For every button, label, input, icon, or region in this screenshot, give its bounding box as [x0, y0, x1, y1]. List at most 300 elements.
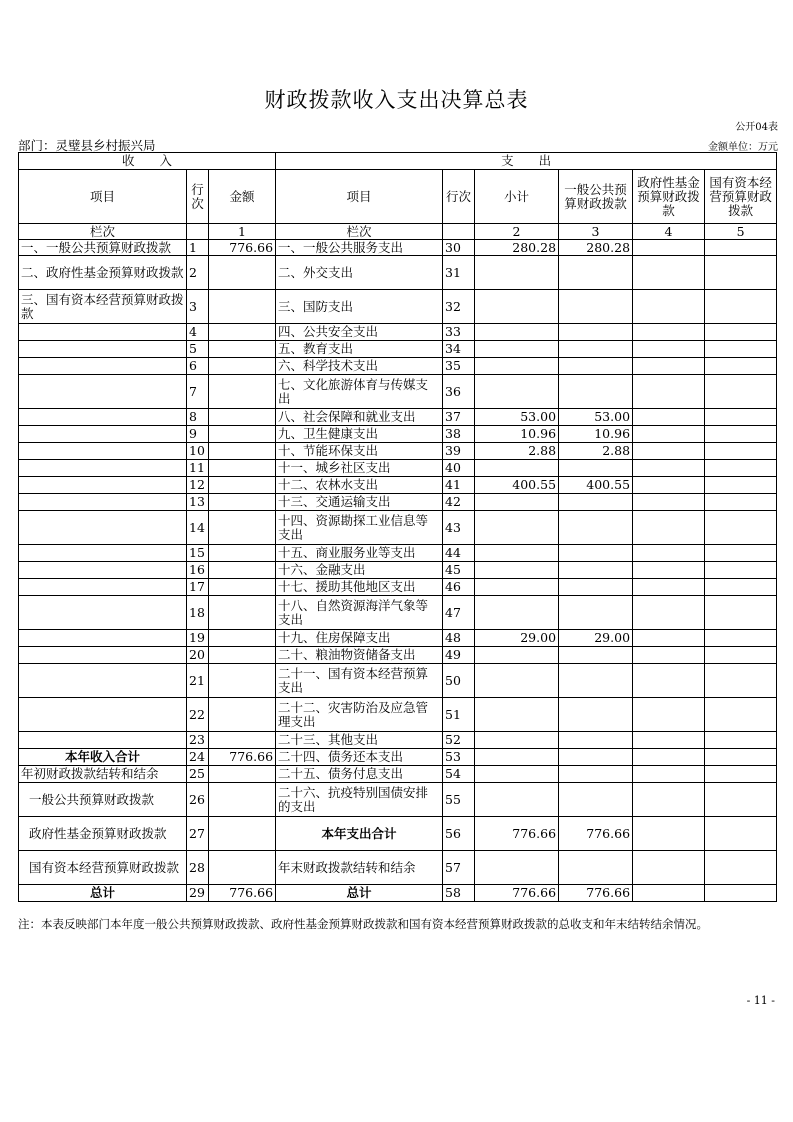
gov-fund-cell — [633, 358, 705, 375]
state-capital-cell — [705, 409, 777, 426]
expense-rowno-cell: 34 — [443, 341, 475, 358]
income-rowno-cell: 11 — [187, 460, 209, 477]
gov-fund-cell — [633, 766, 705, 783]
income-item-cell — [19, 443, 187, 460]
income-amount-cell: 776.66 — [209, 885, 276, 902]
subtotal-cell: 2.88 — [475, 443, 559, 460]
state-capital-cell — [705, 664, 777, 698]
gov-fund-cell — [633, 375, 705, 409]
income-amount-cell — [209, 630, 276, 647]
expense-rowno-cell: 36 — [443, 375, 475, 409]
income-item-cell — [19, 426, 187, 443]
expense-item-cell: 四、公共安全支出 — [276, 324, 443, 341]
table-row — [19, 240, 777, 256]
state-capital-cell — [705, 851, 777, 885]
income-col-label: 栏次 — [19, 224, 187, 240]
table-row — [19, 443, 777, 460]
state-capital-cell — [705, 885, 777, 902]
income-rowno-cell: 14 — [187, 511, 209, 545]
table-row — [19, 698, 777, 732]
subtotal-cell — [475, 341, 559, 358]
income-amount-cell — [209, 358, 276, 375]
income-amount-cell — [209, 290, 276, 324]
income-rowno-cell: 21 — [187, 664, 209, 698]
expense-item-cell: 五、教育支出 — [276, 341, 443, 358]
table-row — [19, 426, 777, 443]
gov-fund-cell — [633, 511, 705, 545]
income-item-cell: 国有资本经营预算财政拨款 — [19, 851, 187, 885]
income-item-cell: 三、国有资本经营预算财政拨款 — [19, 290, 187, 324]
state-capital-cell — [705, 732, 777, 749]
subtotal-cell: 776.66 — [475, 885, 559, 902]
income-rowno-cell: 10 — [187, 443, 209, 460]
state-capital-cell — [705, 426, 777, 443]
income-rowno-header: 行次 — [187, 170, 209, 224]
income-item-cell — [19, 562, 187, 579]
income-item-cell — [19, 545, 187, 562]
subtotal-cell — [475, 732, 559, 749]
expense-rowno-cell: 48 — [443, 630, 475, 647]
general-budget-header: 一般公共预算财政拨款 — [559, 170, 633, 224]
income-amount-cell: 776.66 — [209, 240, 276, 256]
state-capital-cell — [705, 324, 777, 341]
expense-rowno-cell: 55 — [443, 783, 475, 817]
income-item-cell — [19, 630, 187, 647]
income-rowno-cell: 28 — [187, 851, 209, 885]
state-capital-cell — [705, 290, 777, 324]
income-amount-cell — [209, 375, 276, 409]
general-budget-cell — [559, 375, 633, 409]
income-amount-cell — [209, 324, 276, 341]
gov-fund-cell — [633, 409, 705, 426]
gov-fund-cell — [633, 240, 705, 256]
income-rowno-cell: 16 — [187, 562, 209, 579]
income-item-cell — [19, 698, 187, 732]
income-rowno-cell: 6 — [187, 358, 209, 375]
state-capital-cell — [705, 460, 777, 477]
income-item-cell — [19, 596, 187, 630]
income-amount-header: 金额 — [209, 170, 276, 224]
state-capital-cell — [705, 579, 777, 596]
income-rowno-cell: 22 — [187, 698, 209, 732]
general-budget-cell: 776.66 — [559, 885, 633, 902]
expense-rowno-header: 行次 — [443, 170, 475, 224]
income-header: 收 入 — [19, 153, 276, 170]
income-item-cell: 一般公共预算财政拨款 — [19, 783, 187, 817]
expense-item-header: 项目 — [276, 170, 443, 224]
expense-item-cell: 年末财政拨款结转和结余 — [276, 851, 443, 885]
general-budget-cell — [559, 494, 633, 511]
income-amount-cell — [209, 426, 276, 443]
income-rowno-cell: 12 — [187, 477, 209, 494]
state-capital-cell — [705, 698, 777, 732]
general-budget-cell — [559, 596, 633, 630]
expense-rowno-cell: 35 — [443, 358, 475, 375]
gov-fund-cell — [633, 324, 705, 341]
table-row — [19, 358, 777, 375]
general-budget-cell — [559, 851, 633, 885]
expense-item-cell: 三、国防支出 — [276, 290, 443, 324]
income-rowno-index — [187, 224, 209, 240]
gov-fund-cell — [633, 817, 705, 851]
income-amount-cell — [209, 851, 276, 885]
subtotal-cell — [475, 290, 559, 324]
state-capital-cell — [705, 375, 777, 409]
income-item-cell — [19, 477, 187, 494]
income-rowno-cell: 25 — [187, 766, 209, 783]
income-item-cell: 年初财政拨款结转和结余 — [19, 766, 187, 783]
income-amount-cell — [209, 256, 276, 290]
general-budget-cell — [559, 664, 633, 698]
gov-fund-cell — [633, 885, 705, 902]
subtotal-cell: 53.00 — [475, 409, 559, 426]
income-amount-cell — [209, 460, 276, 477]
state-capital-cell — [705, 341, 777, 358]
expense-item-cell: 六、科学技术支出 — [276, 358, 443, 375]
table-row — [19, 409, 777, 426]
state-capital-cell — [705, 749, 777, 766]
expense-item-cell: 一、一般公共服务支出 — [276, 240, 443, 256]
gov-fund-cell — [633, 698, 705, 732]
expense-rowno-cell: 43 — [443, 511, 475, 545]
income-rowno-cell: 24 — [187, 749, 209, 766]
income-item-cell: 本年收入合计 — [19, 749, 187, 766]
expense-item-cell: 十九、住房保障支出 — [276, 630, 443, 647]
state-capital-cell — [705, 545, 777, 562]
gov-fund-cell — [633, 749, 705, 766]
expense-item-cell: 十二、农林水支出 — [276, 477, 443, 494]
state-capital-cell — [705, 647, 777, 664]
gov-fund-cell — [633, 426, 705, 443]
income-item-cell — [19, 409, 187, 426]
expense-rowno-cell: 49 — [443, 647, 475, 664]
income-rowno-cell: 4 — [187, 324, 209, 341]
gov-fund-cell — [633, 256, 705, 290]
expense-item-cell: 九、卫生健康支出 — [276, 426, 443, 443]
table-row — [19, 256, 777, 290]
expense-item-cell: 本年支出合计 — [276, 817, 443, 851]
general-budget-cell: 776.66 — [559, 817, 633, 851]
general-budget-cell — [559, 341, 633, 358]
income-rowno-cell: 13 — [187, 494, 209, 511]
table-row — [19, 766, 777, 783]
expense-rowno-cell: 56 — [443, 817, 475, 851]
income-amount-cell — [209, 477, 276, 494]
income-rowno-cell: 19 — [187, 630, 209, 647]
income-amount-cell — [209, 494, 276, 511]
state-capital-cell — [705, 596, 777, 630]
income-item-cell — [19, 647, 187, 664]
expense-rowno-cell: 39 — [443, 443, 475, 460]
income-rowno-cell: 15 — [187, 545, 209, 562]
table-row — [19, 749, 777, 766]
subtotal-cell — [475, 698, 559, 732]
table-row — [19, 545, 777, 562]
gov-fund-cell — [633, 290, 705, 324]
subtotal-cell — [475, 511, 559, 545]
expense-rowno-cell: 37 — [443, 409, 475, 426]
gov-fund-cell — [633, 579, 705, 596]
general-budget-cell — [559, 766, 633, 783]
table-row — [19, 817, 777, 851]
subtotal-cell — [475, 562, 559, 579]
gov-fund-cell — [633, 477, 705, 494]
gov-fund-cell — [633, 460, 705, 477]
general-budget-cell — [559, 749, 633, 766]
income-rowno-cell: 3 — [187, 290, 209, 324]
income-amount-cell — [209, 409, 276, 426]
gov-fund-cell — [633, 664, 705, 698]
expense-rowno-cell: 30 — [443, 240, 475, 256]
expense-rowno-cell: 52 — [443, 732, 475, 749]
department-label: 部门：灵璧县乡村振兴局 — [18, 138, 156, 153]
expense-rowno-cell: 51 — [443, 698, 475, 732]
expense-item-cell: 十五、商业服务业等支出 — [276, 545, 443, 562]
income-item-cell — [19, 732, 187, 749]
subtotal-cell — [475, 579, 559, 596]
gov-fund-cell — [633, 647, 705, 664]
general-budget-cell: 280.28 — [559, 240, 633, 256]
income-item-cell — [19, 341, 187, 358]
income-rowno-cell: 23 — [187, 732, 209, 749]
table-row — [19, 375, 777, 409]
state-capital-cell — [705, 766, 777, 783]
income-amount-cell — [209, 664, 276, 698]
col-index-3: 3 — [559, 224, 633, 240]
income-amount-cell — [209, 596, 276, 630]
income-rowno-cell: 9 — [187, 426, 209, 443]
table-row — [19, 494, 777, 511]
income-amount-cell — [209, 647, 276, 664]
income-amount-cell — [209, 562, 276, 579]
income-item-cell — [19, 460, 187, 477]
general-budget-cell — [559, 256, 633, 290]
income-amount-cell — [209, 766, 276, 783]
state-capital-cell — [705, 256, 777, 290]
income-amount-cell — [209, 783, 276, 817]
general-budget-cell — [559, 647, 633, 664]
col-index-2: 2 — [475, 224, 559, 240]
general-budget-cell — [559, 358, 633, 375]
expense-rowno-cell: 32 — [443, 290, 475, 324]
income-amount-cell — [209, 817, 276, 851]
expense-rowno-cell: 46 — [443, 579, 475, 596]
table-row — [19, 732, 777, 749]
state-capital-cell — [705, 511, 777, 545]
gov-fund-cell — [633, 494, 705, 511]
gov-fund-cell — [633, 341, 705, 358]
expense-rowno-cell: 44 — [443, 545, 475, 562]
income-rowno-cell: 29 — [187, 885, 209, 902]
col-index-5: 5 — [705, 224, 777, 240]
subtotal-cell — [475, 494, 559, 511]
income-amount-cell — [209, 443, 276, 460]
expense-rowno-cell: 41 — [443, 477, 475, 494]
expense-rowno-cell: 31 — [443, 256, 475, 290]
gov-fund-cell — [633, 443, 705, 460]
income-item-cell — [19, 579, 187, 596]
income-rowno-cell: 1 — [187, 240, 209, 256]
subtotal-cell — [475, 460, 559, 477]
expense-rowno-cell: 33 — [443, 324, 475, 341]
subtotal-header: 小计 — [475, 170, 559, 224]
table-row — [19, 579, 777, 596]
general-budget-cell — [559, 562, 633, 579]
general-budget-cell: 400.55 — [559, 477, 633, 494]
state-capital-cell — [705, 783, 777, 817]
expense-rowno-cell: 40 — [443, 460, 475, 477]
gov-fund-cell — [633, 783, 705, 817]
income-item-header: 项目 — [19, 170, 187, 224]
gov-fund-cell — [633, 630, 705, 647]
gov-fund-header: 政府性基金预算财政拨款 — [633, 170, 705, 224]
expense-item-cell: 十七、援助其他地区支出 — [276, 579, 443, 596]
income-amount-cell — [209, 579, 276, 596]
expense-item-cell: 十三、交通运输支出 — [276, 494, 443, 511]
state-capital-cell — [705, 358, 777, 375]
state-capital-cell — [705, 240, 777, 256]
income-item-cell — [19, 511, 187, 545]
general-budget-cell: 53.00 — [559, 409, 633, 426]
expense-item-cell: 七、文化旅游体育与传媒支出 — [276, 375, 443, 409]
page-number: - 11 - — [746, 994, 775, 1007]
expense-rowno-cell: 47 — [443, 596, 475, 630]
state-capital-cell — [705, 494, 777, 511]
gov-fund-cell — [633, 732, 705, 749]
table-row — [19, 783, 777, 817]
general-budget-cell — [559, 324, 633, 341]
income-item-cell — [19, 324, 187, 341]
state-capital-header: 国有资本经营预算财政拨款 — [705, 170, 777, 224]
general-budget-cell — [559, 511, 633, 545]
expense-rowno-cell: 58 — [443, 885, 475, 902]
subtotal-cell — [475, 596, 559, 630]
expense-rowno-cell: 45 — [443, 562, 475, 579]
income-amount-cell: 776.66 — [209, 749, 276, 766]
expense-rowno-cell: 53 — [443, 749, 475, 766]
unit-label: 金额单位：万元 — [708, 142, 778, 153]
subtotal-cell — [475, 783, 559, 817]
expense-item-cell: 二十四、债务还本支出 — [276, 749, 443, 766]
expense-item-cell: 十、节能环保支出 — [276, 443, 443, 460]
expense-rowno-index — [443, 224, 475, 240]
income-item-cell — [19, 494, 187, 511]
income-amount-cell — [209, 698, 276, 732]
expense-col-label: 栏次 — [276, 224, 443, 240]
expense-item-cell: 八、社会保障和就业支出 — [276, 409, 443, 426]
income-item-cell — [19, 375, 187, 409]
table-row — [19, 460, 777, 477]
table-row — [19, 562, 777, 579]
gov-fund-cell — [633, 596, 705, 630]
gov-fund-cell — [633, 851, 705, 885]
subtotal-cell — [475, 375, 559, 409]
income-item-cell — [19, 358, 187, 375]
expense-item-cell: 二十二、灾害防治及应急管理支出 — [276, 698, 443, 732]
income-rowno-cell: 7 — [187, 375, 209, 409]
gov-fund-cell — [633, 545, 705, 562]
subtotal-cell: 280.28 — [475, 240, 559, 256]
income-rowno-cell: 2 — [187, 256, 209, 290]
expense-item-cell: 二十一、国有资本经营预算支出 — [276, 664, 443, 698]
expense-header: 支 出 — [276, 153, 777, 170]
table-row — [19, 885, 777, 902]
general-budget-cell — [559, 545, 633, 562]
page-title: 财政拨款收入支出决算总表 — [264, 88, 529, 112]
income-amount-cell — [209, 732, 276, 749]
income-amount-cell — [209, 511, 276, 545]
header-row-index — [19, 224, 777, 240]
subtotal-cell: 10.96 — [475, 426, 559, 443]
income-rowno-cell: 8 — [187, 409, 209, 426]
income-rowno-cell: 26 — [187, 783, 209, 817]
subtotal-cell — [475, 256, 559, 290]
income-amount-cell — [209, 545, 276, 562]
subtotal-cell — [475, 358, 559, 375]
table-row — [19, 324, 777, 341]
income-item-cell: 总计 — [19, 885, 187, 902]
general-budget-cell — [559, 698, 633, 732]
expense-item-cell: 二十六、抗疫特别国债安排的支出 — [276, 783, 443, 817]
table-row — [19, 477, 777, 494]
general-budget-cell — [559, 290, 633, 324]
subtotal-cell — [475, 749, 559, 766]
subtotal-cell: 400.55 — [475, 477, 559, 494]
table-row — [19, 664, 777, 698]
state-capital-cell — [705, 443, 777, 460]
state-capital-cell — [705, 630, 777, 647]
expense-item-cell: 十四、资源勘探工业信息等支出 — [276, 511, 443, 545]
general-budget-cell — [559, 732, 633, 749]
general-budget-cell — [559, 460, 633, 477]
table-row — [19, 851, 777, 885]
gov-fund-cell — [633, 562, 705, 579]
general-budget-cell: 2.88 — [559, 443, 633, 460]
table-row — [19, 647, 777, 664]
expense-item-cell: 二十、粮油物资储备支出 — [276, 647, 443, 664]
general-budget-cell — [559, 579, 633, 596]
income-rowno-cell: 27 — [187, 817, 209, 851]
expense-item-cell: 十一、城乡社区支出 — [276, 460, 443, 477]
summary-table — [18, 152, 777, 902]
header-row-columns — [19, 170, 777, 224]
table-code: 公开04表 — [735, 122, 778, 133]
expense-item-cell: 二、外交支出 — [276, 256, 443, 290]
income-item-cell — [19, 664, 187, 698]
expense-rowno-cell: 42 — [443, 494, 475, 511]
expense-rowno-cell: 38 — [443, 426, 475, 443]
table-row — [19, 511, 777, 545]
income-rowno-cell: 5 — [187, 341, 209, 358]
subtotal-cell — [475, 851, 559, 885]
income-amount-cell — [209, 341, 276, 358]
subtotal-cell: 776.66 — [475, 817, 559, 851]
subtotal-cell — [475, 766, 559, 783]
income-rowno-cell: 17 — [187, 579, 209, 596]
expense-rowno-cell: 57 — [443, 851, 475, 885]
footnote: 注：本表反映部门本年度一般公共预算财政拨款、政府性基金预算财政拨款和国有资本经营预算财政拨款的总收支和年末结转结余情况。 — [18, 917, 708, 931]
income-rowno-cell: 18 — [187, 596, 209, 630]
expense-rowno-cell: 50 — [443, 664, 475, 698]
income-item-cell: 政府性基金预算财政拨款 — [19, 817, 187, 851]
col-index-4: 4 — [633, 224, 705, 240]
expense-item-cell: 十八、自然资源海洋气象等支出 — [276, 596, 443, 630]
header-row-section — [19, 153, 777, 170]
col-index-1: 1 — [209, 224, 276, 240]
subtotal-cell — [475, 647, 559, 664]
subtotal-cell: 29.00 — [475, 630, 559, 647]
subtotal-cell — [475, 664, 559, 698]
